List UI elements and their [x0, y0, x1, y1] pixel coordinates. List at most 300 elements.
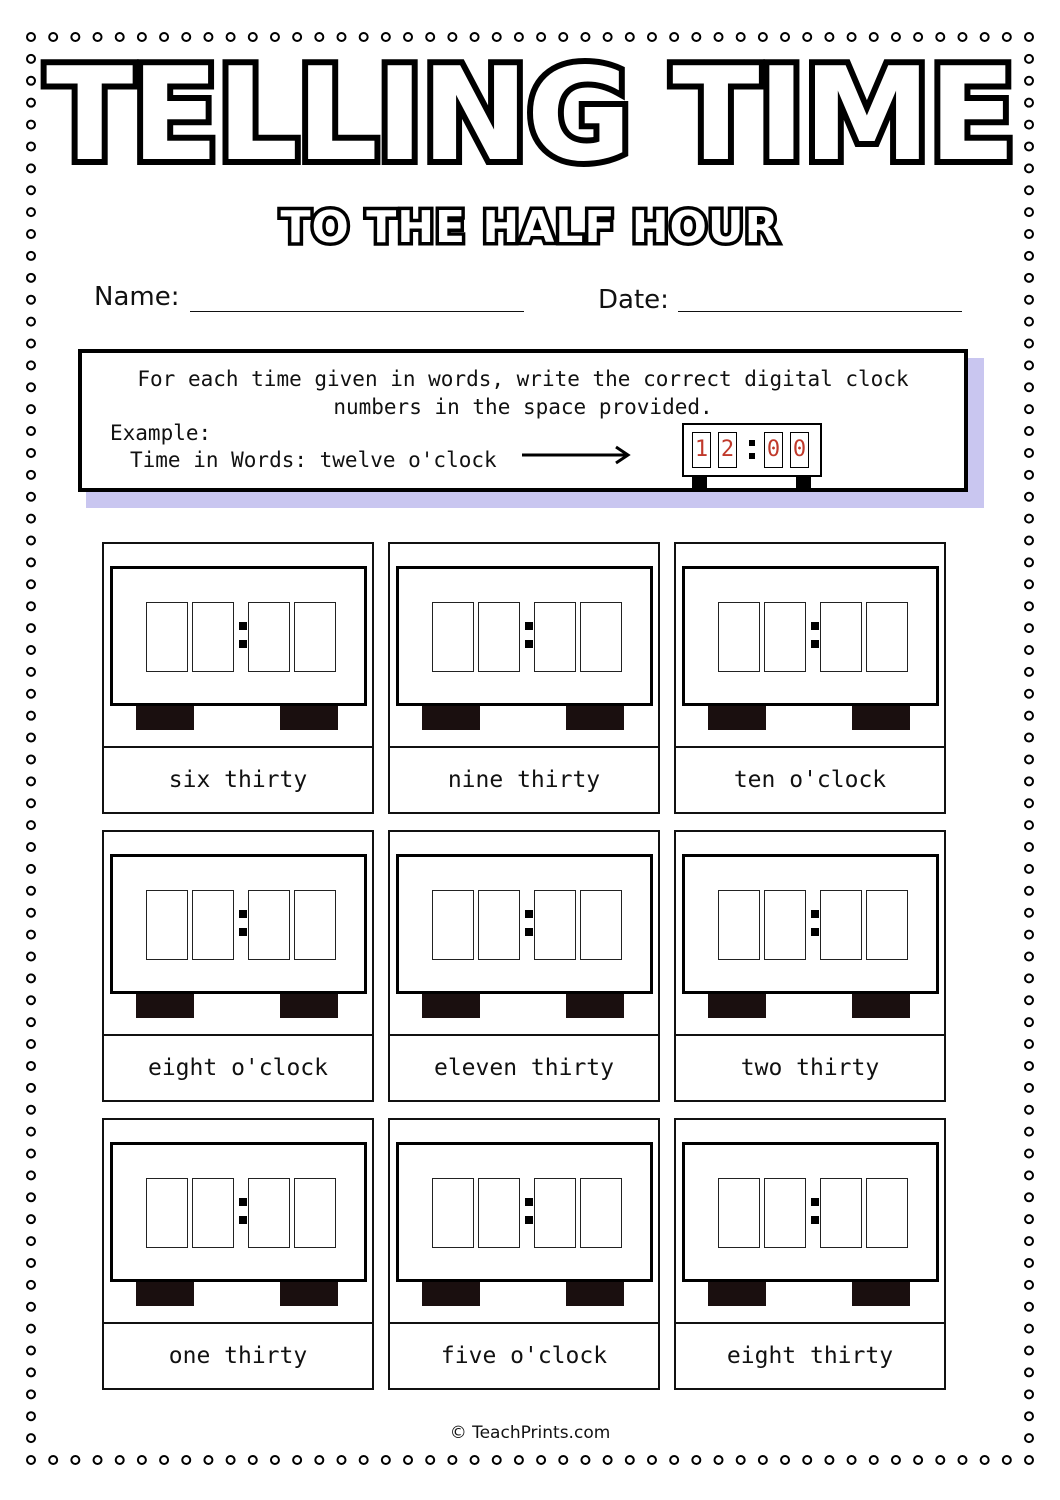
border-dot [581, 33, 589, 41]
digit-answer-box[interactable] [580, 890, 622, 960]
border-dot [1025, 931, 1033, 939]
border-dot [27, 318, 35, 326]
border-dot [27, 799, 35, 807]
colon-icon [749, 438, 755, 462]
border-dot [27, 1150, 35, 1158]
time-in-words: ten o'clock [733, 767, 887, 793]
clock-foot [708, 1282, 766, 1306]
instructions-text: For each time given in words, write the correct digital clock numbers in the space provided. [137, 367, 909, 419]
clock-foot [692, 476, 707, 488]
colon-icon [525, 620, 533, 650]
clock-area [676, 544, 944, 748]
border-dot [160, 33, 168, 41]
border-dot [271, 33, 279, 41]
example-digit: 0 [790, 432, 809, 468]
border-dot [27, 1040, 35, 1048]
border-dot [27, 931, 35, 939]
border-dot [138, 33, 146, 41]
clock-face [682, 1142, 939, 1282]
border-dot [27, 952, 35, 960]
digit-answer-box[interactable] [764, 1178, 806, 1248]
border-dot [182, 33, 190, 41]
clock-foot [280, 994, 338, 1018]
border-dot [271, 1456, 279, 1464]
digit-answer-box[interactable] [478, 1178, 520, 1248]
border-dot [27, 405, 35, 413]
border-dot [27, 821, 35, 829]
border-dot [1025, 427, 1033, 435]
clock-face [110, 566, 367, 706]
border-dot [581, 1456, 589, 1464]
border-dot [1025, 1281, 1033, 1289]
border-dot [27, 996, 35, 1004]
clock-area [390, 544, 658, 748]
border-dot [94, 1456, 102, 1464]
border-dot [559, 33, 567, 41]
border-dot [448, 1456, 456, 1464]
clock-area [390, 832, 658, 1036]
border-dot [360, 33, 368, 41]
border-dot [1025, 887, 1033, 895]
digit-answer-box[interactable] [146, 602, 188, 672]
digit-answer-box[interactable] [248, 890, 290, 960]
border-dot [71, 33, 79, 41]
border-dot [27, 734, 35, 742]
border-dot [204, 33, 212, 41]
border-dot [182, 1456, 190, 1464]
border-dot [138, 1456, 146, 1464]
border-dot [1025, 668, 1033, 676]
digit-answer-box[interactable] [820, 890, 862, 960]
border-dot [1003, 1456, 1011, 1464]
border-dot [715, 33, 723, 41]
border-dot [27, 1106, 35, 1114]
clock-foot [852, 994, 910, 1018]
border-dot [1025, 1325, 1033, 1333]
digit-answer-box[interactable] [192, 890, 234, 960]
border-dot [27, 1128, 35, 1136]
border-dot [49, 33, 57, 41]
border-dot [936, 33, 944, 41]
border-dot [958, 33, 966, 41]
border-dot [337, 33, 345, 41]
border-dot [604, 1456, 612, 1464]
border-dot [27, 383, 35, 391]
border-dot [227, 1456, 235, 1464]
border-dot [27, 1456, 35, 1464]
time-in-words: eleven thirty [433, 1055, 614, 1081]
border-dot [293, 1456, 301, 1464]
example-clock [682, 423, 822, 488]
example-digit: 1 [692, 432, 711, 468]
border-dot [781, 1456, 789, 1464]
digit-answer-box[interactable] [478, 890, 520, 960]
colon-icon [811, 1196, 819, 1226]
digit-answer-box[interactable] [146, 1178, 188, 1248]
clock-foot [708, 706, 766, 730]
page-subtitle: TO THE HALF HOUR [280, 202, 780, 253]
digit-answer-box[interactable] [432, 602, 474, 672]
digit-answer-box[interactable] [764, 602, 806, 672]
clock-area [390, 1120, 658, 1324]
clock-foot [796, 476, 811, 488]
clock-foot [422, 706, 480, 730]
border-dot [670, 1456, 678, 1464]
border-dot [737, 33, 745, 41]
clock-foot [280, 706, 338, 730]
clock-card [102, 830, 374, 1102]
border-dot [848, 1456, 856, 1464]
border-dot [27, 361, 35, 369]
clock-foot [136, 994, 194, 1018]
clock-foot [566, 1282, 624, 1306]
colon-icon [239, 908, 247, 938]
arrow-right-icon [520, 443, 632, 467]
clock-card [388, 830, 660, 1102]
border-dot [1003, 33, 1011, 41]
example-digit: 2 [718, 432, 737, 468]
border-dot [27, 471, 35, 479]
border-dot [27, 1018, 35, 1026]
colon-icon [525, 908, 533, 938]
border-dot [27, 624, 35, 632]
border-dot [914, 33, 922, 41]
digit-answer-box[interactable] [534, 1178, 576, 1248]
border-dot [1025, 843, 1033, 851]
border-dot [27, 1347, 35, 1355]
border-dot [892, 33, 900, 41]
digit-answer-box[interactable] [866, 890, 908, 960]
border-dot [1025, 537, 1033, 545]
border-dot [27, 712, 35, 720]
border-dot [1025, 602, 1033, 610]
border-dot [27, 755, 35, 763]
clock-card [388, 542, 660, 814]
border-dot [227, 33, 235, 41]
border-dot [1025, 1150, 1033, 1158]
border-dot [27, 1281, 35, 1289]
border-dot [737, 1456, 745, 1464]
border-dot [204, 1456, 212, 1464]
border-dot [848, 33, 856, 41]
border-dot [1025, 1084, 1033, 1092]
clock-area [676, 832, 944, 1036]
border-dot [27, 515, 35, 523]
border-dot [1025, 734, 1033, 742]
digit-answer-box[interactable] [248, 1178, 290, 1248]
border-dot [1025, 296, 1033, 304]
border-dot [1025, 383, 1033, 391]
border-dot [1025, 1193, 1033, 1201]
clock-foot [566, 994, 624, 1018]
example-digit: 0 [764, 432, 783, 468]
digit-answer-box[interactable] [192, 1178, 234, 1248]
time-in-words: five o'clock [440, 1343, 608, 1369]
border-dot [958, 1456, 966, 1464]
border-dot [1025, 821, 1033, 829]
digit-answer-box[interactable] [866, 1178, 908, 1248]
clock-card [674, 1118, 946, 1390]
border-dot [315, 1456, 323, 1464]
border-dot [1025, 449, 1033, 457]
border-dot [1025, 1368, 1033, 1376]
digit-answer-box[interactable] [294, 602, 336, 672]
clock-foot [136, 706, 194, 730]
border-dot [27, 1171, 35, 1179]
border-dot [1025, 558, 1033, 566]
colon-icon [811, 620, 819, 650]
border-dot [803, 33, 811, 41]
clock-face [682, 566, 939, 706]
border-dot [27, 493, 35, 501]
border-dot [27, 865, 35, 873]
border-dot [1025, 952, 1033, 960]
clock-face [396, 1142, 653, 1282]
border-dot [382, 33, 390, 41]
digit-answer-box[interactable] [820, 1178, 862, 1248]
border-dot [1025, 1347, 1033, 1355]
border-dot [1025, 1106, 1033, 1114]
colon-icon [239, 620, 247, 650]
clock-face [110, 854, 367, 994]
digit-answer-box[interactable] [718, 1178, 760, 1248]
digit-answer-box[interactable] [580, 602, 622, 672]
clock-foot [422, 994, 480, 1018]
time-in-words: one thirty [168, 1343, 308, 1369]
border-dot [515, 33, 523, 41]
border-dot [27, 974, 35, 982]
border-dot [27, 186, 35, 194]
border-dot [936, 1456, 944, 1464]
border-dot [27, 580, 35, 588]
border-dot [626, 33, 634, 41]
border-dot [914, 1456, 922, 1464]
digit-answer-box[interactable] [534, 890, 576, 960]
digit-answer-box[interactable] [432, 1178, 474, 1248]
time-in-words: eight thirty [726, 1343, 894, 1369]
name-label: Name: [94, 282, 180, 312]
border-dot [27, 1084, 35, 1092]
border-dot [1025, 996, 1033, 1004]
copyright: © TeachPrints.com [449, 1423, 611, 1443]
border-dot [493, 1456, 501, 1464]
border-dot [1025, 646, 1033, 654]
border-dot [1025, 865, 1033, 873]
border-dot [870, 33, 878, 41]
border-dot [249, 1456, 257, 1464]
border-dot [27, 602, 35, 610]
border-dot [1025, 339, 1033, 347]
border-dot [1025, 909, 1033, 917]
border-dot [27, 449, 35, 457]
clock-area [104, 832, 372, 1036]
border-dot [1025, 1128, 1033, 1136]
border-dot [803, 1456, 811, 1464]
border-dot [981, 33, 989, 41]
border-dot [404, 1456, 412, 1464]
date-field[interactable] [678, 311, 962, 312]
border-dot [1025, 712, 1033, 720]
border-dot [892, 1456, 900, 1464]
clock-foot [852, 706, 910, 730]
border-dot [27, 777, 35, 785]
border-dot [1025, 799, 1033, 807]
border-dot [27, 887, 35, 895]
digit-answer-box[interactable] [580, 1178, 622, 1248]
border-dot [426, 1456, 434, 1464]
digit-answer-box[interactable] [820, 602, 862, 672]
border-dot [1025, 405, 1033, 413]
border-dot [27, 909, 35, 917]
border-dot [27, 427, 35, 435]
time-in-words: six thirty [168, 767, 308, 793]
time-in-words: eight o'clock [147, 1055, 328, 1081]
border-dot [1025, 471, 1033, 479]
border-dot [648, 33, 656, 41]
digit-answer-box[interactable] [718, 890, 760, 960]
border-dot [1025, 755, 1033, 763]
border-dot [293, 33, 301, 41]
border-dot [1025, 515, 1033, 523]
digit-answer-box[interactable] [294, 1178, 336, 1248]
border-dot [493, 33, 501, 41]
page-title: TELLING TIME [46, 41, 1014, 190]
border-dot [27, 1062, 35, 1070]
border-dot [27, 1259, 35, 1267]
border-dot [116, 33, 124, 41]
border-dot [1025, 252, 1033, 260]
digit-answer-box[interactable] [478, 602, 520, 672]
border-dot [27, 1193, 35, 1201]
digit-answer-box[interactable] [192, 602, 234, 672]
border-dot [249, 33, 257, 41]
border-dot [670, 33, 678, 41]
border-dot [692, 33, 700, 41]
border-dot [1025, 493, 1033, 501]
border-dot [604, 33, 612, 41]
border-dot [27, 558, 35, 566]
border-dot [27, 1303, 35, 1311]
border-dot [870, 1456, 878, 1464]
clock-foot [422, 1282, 480, 1306]
border-dot [27, 296, 35, 304]
border-dot [1025, 1390, 1033, 1398]
border-dot [27, 1215, 35, 1223]
clock-face [396, 566, 653, 706]
instructions-box [78, 349, 968, 492]
border-dot [759, 1456, 767, 1464]
border-dot [27, 690, 35, 698]
border-dot [715, 1456, 723, 1464]
border-dot [382, 1456, 390, 1464]
border-dot [1025, 33, 1033, 41]
border-dot [27, 1325, 35, 1333]
border-dot [537, 33, 545, 41]
example-clock-face [682, 423, 822, 477]
border-dot [27, 33, 35, 41]
border-dot [1025, 690, 1033, 698]
border-dot [404, 33, 412, 41]
colon-icon [239, 1196, 247, 1226]
border-dot [1025, 1456, 1033, 1464]
border-dot [537, 1456, 545, 1464]
border-dot [1025, 1215, 1033, 1223]
clock-face [110, 1142, 367, 1282]
border-dot [1025, 1062, 1033, 1070]
clock-foot [280, 1282, 338, 1306]
clock-area [104, 544, 372, 748]
border-dot [1025, 1040, 1033, 1048]
border-dot [1025, 777, 1033, 785]
clock-face [396, 854, 653, 994]
clock-card [102, 542, 374, 814]
border-dot [1025, 1171, 1033, 1179]
colon-icon [811, 908, 819, 938]
border-dot [471, 1456, 479, 1464]
digit-answer-box[interactable] [718, 602, 760, 672]
digit-answer-box[interactable] [248, 602, 290, 672]
border-dot [426, 33, 434, 41]
border-dot [1025, 624, 1033, 632]
colon-icon [525, 1196, 533, 1226]
clock-foot [852, 1282, 910, 1306]
clock-area [676, 1120, 944, 1324]
border-dot [1025, 318, 1033, 326]
border-dot [692, 1456, 700, 1464]
border-dot [1025, 1303, 1033, 1311]
name-field[interactable] [190, 311, 524, 312]
clock-area [104, 1120, 372, 1324]
border-dot [27, 339, 35, 347]
digit-answer-box[interactable] [866, 602, 908, 672]
border-dot [27, 537, 35, 545]
digit-answer-box[interactable] [534, 602, 576, 672]
digit-answer-box[interactable] [432, 890, 474, 960]
border-dot [448, 33, 456, 41]
border-dot [1025, 186, 1033, 194]
border-dot [360, 1456, 368, 1464]
border-dot [825, 1456, 833, 1464]
border-dot [1025, 580, 1033, 588]
border-dot [1025, 1412, 1033, 1420]
border-dot [315, 33, 323, 41]
border-dot [1025, 1237, 1033, 1245]
border-dot [27, 274, 35, 282]
border-dot [781, 33, 789, 41]
border-dot [27, 668, 35, 676]
border-dot [27, 1237, 35, 1245]
border-dot [825, 33, 833, 41]
example-label: Example: [110, 421, 212, 445]
clock-card [674, 830, 946, 1102]
clock-foot [708, 994, 766, 1018]
digit-answer-box[interactable] [146, 890, 188, 960]
border-dot [1025, 1018, 1033, 1026]
clock-foot [136, 1282, 194, 1306]
clock-foot [566, 706, 624, 730]
border-dot [759, 33, 767, 41]
border-dot [160, 1456, 168, 1464]
border-dot [648, 1456, 656, 1464]
digit-answer-box[interactable] [294, 890, 336, 960]
clock-card [102, 1118, 374, 1390]
time-in-words: two thirty [740, 1055, 880, 1081]
border-dot [515, 1456, 523, 1464]
digit-answer-box[interactable] [764, 890, 806, 960]
border-dot [27, 252, 35, 260]
border-dot [626, 1456, 634, 1464]
border-dot [27, 1390, 35, 1398]
